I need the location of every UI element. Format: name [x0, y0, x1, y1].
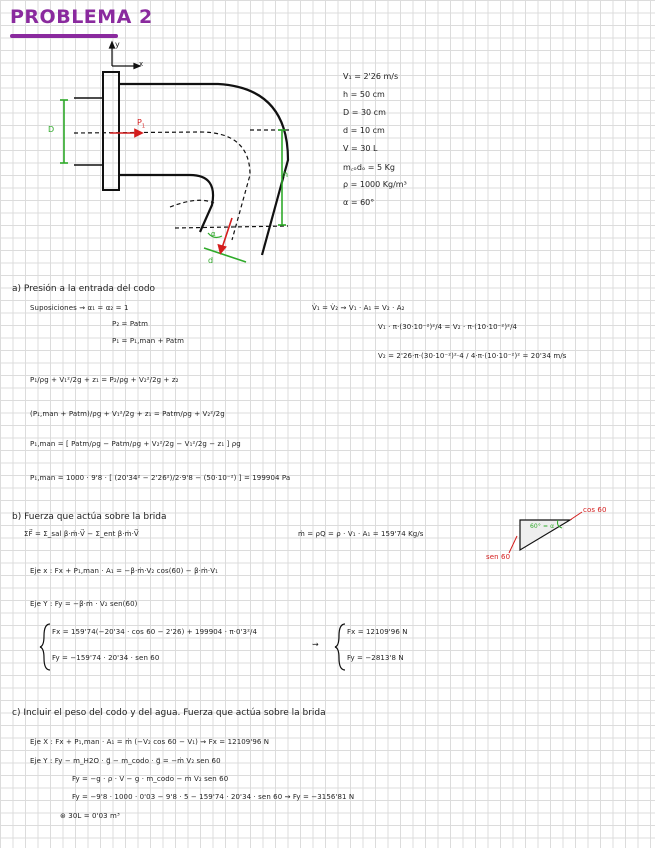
axis-x-label: x — [139, 60, 144, 68]
part-b-ejex: Eje x : Fx + P₁,man · A₁ = −β·ṁ·V₂ cos(60) − β·ṁ·V₁ — [30, 567, 219, 575]
page-title: PROBLEMA 2 — [10, 6, 153, 28]
part-c-line4: Fy = −9'8 · 1000 · 0'03 − 9'8 · 5 − 159'74 · 20'34 · sen 60 ⇝ Fy = −3156'81 N — [72, 793, 355, 801]
part-a-cont3: V₂ = 2'26·π·(30·10⁻²)²·4 / 4·π·(10·10⁻²)² = 20'34 m/s — [378, 352, 567, 360]
part-a-cont2: V₁ · π·(30·10⁻²)²/4 = V₂ · π·(10·10⁻²)²/4 — [378, 323, 518, 331]
part-c-line1: Eje X : Fx + P₁,man · A₁ = ṁ (−V₂ cos 60 − V₁) ⇝ Fx = 12109'96 N — [30, 738, 270, 746]
label-p1: $P_1$ — [137, 118, 146, 130]
part-a-bern3: P₁,man = [ Patm/ρg − Patm/ρg + V₂²/2g − V₁²/2g − z₁ ] ρg — [30, 440, 241, 448]
triangle-cos: cos 60 — [583, 506, 607, 514]
part-b-ejey: Eje Y : Fy = −β·ṁ · V₂ sen(60) — [30, 600, 138, 608]
given-item: m꜀ₒdₒ = 5 Kg — [343, 163, 396, 172]
given-item: D = 30 cm — [343, 108, 386, 117]
part-a-heading: a) Presión a la entrada del codo — [12, 284, 156, 294]
given-item: ρ = 1000 Kg/m³ — [343, 180, 407, 189]
squiggle-arrow: ⇝ — [312, 640, 319, 649]
triangle-angle: 60° = α — [530, 523, 555, 530]
given-item: d = 10 cm — [343, 126, 385, 135]
label-alpha: α — [211, 230, 216, 238]
given-item: V = 30 L — [343, 144, 378, 153]
part-b-sys2: Fy = −159'74 · 20'34 · sen 60 — [52, 654, 160, 662]
part-b-sys1: Fx = 159'74(−20'34 · cos 60 − 2'26) + 199904 · π·0'3²/4 — [52, 628, 258, 636]
part-a-continuity: V̇₁ = V̇₂ ⇝ V₁ · A₁ = V₂ · A₂ — [312, 304, 405, 312]
label-h: h — [283, 170, 289, 179]
part-a-p2: P₂ = Patm — [112, 320, 149, 328]
given-item: h = 50 cm — [343, 90, 385, 99]
part-a-p1: P₁ = P₁,man + Patm — [112, 337, 185, 345]
part-b-res2: Fy = −2813'8 N — [347, 654, 404, 662]
given-item: V₁ = 2'26 m/s — [343, 72, 399, 81]
part-c-line3: Fy = −g · ρ · V − g · m_codo − ṁ V₂ sen 60 — [72, 775, 229, 783]
axis-y-label: y — [115, 40, 120, 49]
label-d-small: d — [208, 256, 214, 265]
part-c-heading: c) Incluir el peso del codo y del agua. Fuerza que actúa sobre la brida — [12, 708, 326, 718]
part-a-bern2: (P₁,man + Patm)/ρg + V₁²/2g + z₁ = Patm/ρg + V₂²/2g — [30, 410, 225, 418]
part-c-line2: Eje Y : Fy − m_H2O · g⃗ − m_codo · g⃗ = −ṁ V₂ sen 60 — [30, 757, 221, 765]
part-b-heading: b) Fuerza que actúa sobre la brida — [12, 512, 167, 522]
part-b-sum: ΣF⃗ = Σ_sal β·ṁ·V⃗ − Σ_ent β·ṁ·V⃗ — [24, 530, 139, 538]
part-a-bernoulli: P₁/ρg + V₁²/2g + z₁ = P₂/ρg + V₂²/2g + z₂ — [30, 376, 179, 384]
part-a-bern4: P₁,man = 1000 · 9'8 · [ (20'34² − 2'26²)/2·9'8 − (50·10⁻²) ] = 199904 Pa — [30, 474, 291, 482]
part-a-suposiciones: Suposiciones ⇝ α₁ = α₂ = 1 — [30, 304, 129, 312]
label-d-big: D — [48, 125, 55, 134]
part-b-mdot: ṁ = ρQ = ρ · V₁ · A₁ = 159'74 Kg/s — [298, 530, 424, 538]
triangle-sen: sen 60 — [486, 553, 511, 561]
part-c-line5: ⊛ 30L = 0'03 m³ — [60, 812, 120, 820]
part-b-res1: Fx = 12109'96 N — [347, 628, 408, 636]
given-item: α = 60° — [343, 198, 375, 207]
